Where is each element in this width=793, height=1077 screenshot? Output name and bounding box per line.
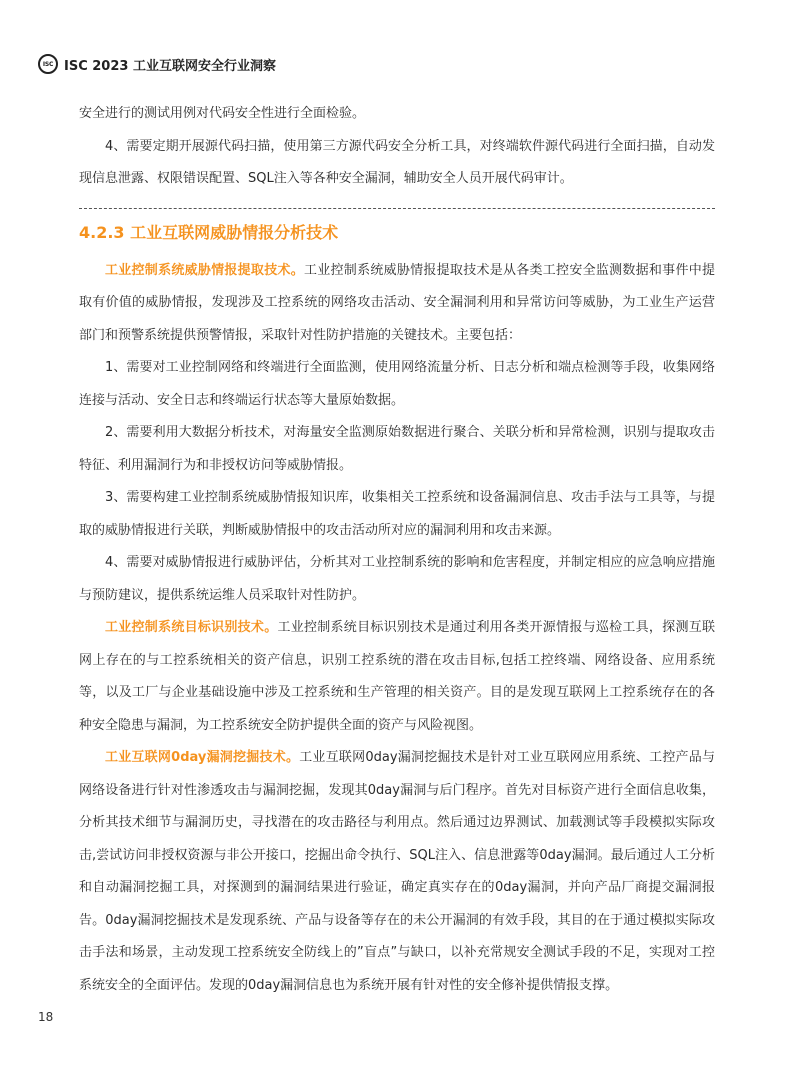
threat-intel-body: 工业控制系统威胁情报提取技术是从各类工控安全监测数据和事件中提取有价值的威胁情报，发现涉及工控系统的网络攻击活动、安全漏洞利用和异常访问等威胁，为工业生产运营部门和预警系统提供预警情报，采取针对性防护措施的关键技术。主要包括： — [79, 262, 715, 343]
intro-paragraph-2: 4、需要定期开展源代码扫描，使用第三方源代码安全分析工具，对终端软件源代码进行全面扫描，自动发现信息泄露、权限错误配置、SQL注入等各种安全漏洞，辅助安全人员开展代码审计。 — [79, 138, 715, 186]
threat-intel-item-4: 4、需要对威胁情报进行威胁评估，分析其对工业控制系统的影响和危害程度，并制定相应的应急响应措施与预防建议，提供系统运维人员采取针对性防护。 — [79, 555, 715, 603]
zeroday-body: 工业互联网0day漏洞挖掘技术是针对工业互联网应用系统、工控产品与网络设备进行针对性渗透攻击与漏洞挖掘，发现其0day漏洞与后门程序。首先对目标资产进行全面信息收集，分析其技术细节与漏洞历史，寻找潜在的攻击路径与利用点。然后通过边界测试、加载测试等手段模拟实际攻击,尝试访问非授权资源与非公开接口，挖掘出命令执行、SQL注入、信息泄露等0day漏洞。最后通过人工分析和自动漏洞挖掘工具，对探测到的漏洞结果进行验证，确定真实存在的0day漏洞，并向产品厂商提交漏洞报告。0day漏洞挖掘技术是发现系统、产品与设备等存在的未公开漏洞的有效手段，其目的在于通过模拟实际攻击手法和场景，主动发现工控系统安全防线上的”盲点”与缺口，以补充常规安全测试手段的不足，实现对工控系统安全的全面评估。发现的0day漏洞信息也为系统开展有针对性的安全修补提供情报支撑。 — [79, 750, 716, 993]
intro-paragraph-1: 安全进行的测试用例对代码安全性进行全面检验。 — [79, 106, 366, 121]
zeroday-paragraph — [79, 742, 715, 1002]
isc-logo-icon — [38, 54, 58, 74]
target-id-body: 工业控制系统目标识别技术是通过利用各类开源情报与巡检工具，探测互联网上存在的与工控系统相关的资产信息，识别工控系统的潜在攻击目标,包括工控终端、网络设备、应用系统等，以及工厂与企业基础设施中涉及工控系统和生产管理的相关资产。目的是发现互联网上工控系统存在的各种安全隐患与漏洞，为工控系统安全防护提供全面的资产与风险视图。 — [79, 620, 715, 733]
logo-text: ISC — [42, 60, 54, 68]
target-id-paragraph — [79, 612, 715, 742]
header-title: ISC 2023 工业互联网安全行业洞察 — [64, 58, 276, 74]
page-header — [38, 52, 276, 76]
threat-intel-item-3: 3、需要构建工业控制系统威胁情报知识库，收集相关工控系统和设备漏洞信息、攻击手法与工具等，与提取的威胁情报进行关联，判断威胁情报中的攻击活动所对应的漏洞利用和攻击来源。 — [79, 490, 715, 538]
zeroday-lead: 工业互联网0day漏洞挖掘技术。 — [105, 750, 300, 765]
threat-intel-item-1: 1、需要对工业控制网络和终端进行全面监测，使用网络流量分析、日志分析和端点检测等手段，收集网络连接与活动、安全日志和终端运行状态等大量原始数据。 — [79, 360, 715, 408]
target-id-lead: 工业控制系统目标识别技术。 — [105, 620, 278, 635]
page-number: 18 — [38, 1010, 54, 1024]
section-divider — [79, 208, 715, 209]
document-body — [79, 98, 715, 1002]
threat-intel-lead: 工业控制系统威胁情报提取技术。 — [105, 262, 304, 278]
threat-intel-paragraph — [79, 255, 715, 353]
section-heading: 4.2.3 工业互联网威胁情报分析技术 — [79, 222, 339, 242]
threat-intel-item-2: 2、需要利用大数据分析技术，对海量安全监测原始数据进行聚合、关联分析和异常检测，识别与提取攻击特征、利用漏洞行为和非授权访问等威胁情报。 — [79, 425, 715, 473]
